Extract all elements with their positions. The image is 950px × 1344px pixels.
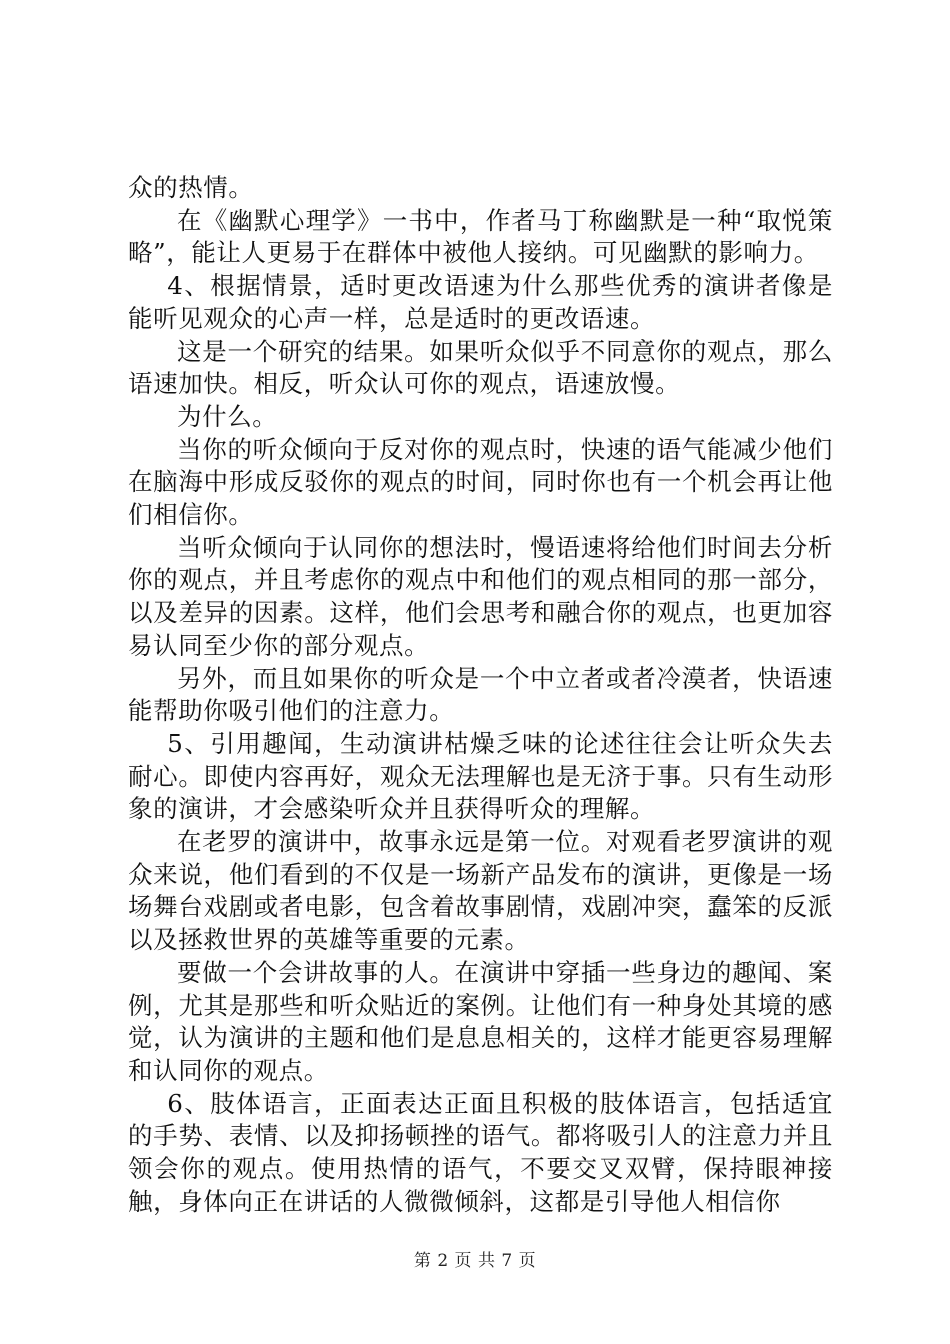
paragraph-research-result: 这是一个研究的结果。如果听众似乎不同意你的观点，那么语速加快。相反，听众认可你的观点，语速放慢。 bbox=[128, 336, 833, 399]
page-number-footer: 第 2 页 共 7 页 bbox=[413, 1251, 537, 1271]
paragraph-neutral-audience: 另外，而且如果你的听众是一个中立者或者冷漠者，快语速能帮助你吸引他们的注意力。 bbox=[128, 663, 833, 726]
paragraph-storyteller: 要做一个会讲故事的人。在演讲中穿插一些身边的趣闻、案例，尤其是那些和听众贴近的案例。让他们有一种身处其境的感觉，认为演讲的主题和他们是息息相关的，这样才能更容易理解和认同你的观点。 bbox=[128, 957, 833, 1085]
paragraph-continuation: 众的热情。 bbox=[128, 173, 254, 202]
paragraph-section-5-heading: 5、引用趣闻，生动演讲枯燥乏味的论述往往会让听众失去耐心。即使内容再好，观众无法理解也是无济于事。只有生动形象的演讲，才会感染听众并且获得听众的理解。 bbox=[128, 728, 833, 824]
document-body bbox=[128, 172, 833, 1219]
paragraph-luo-story: 在老罗的演讲中，故事永远是第一位。对观看老罗演讲的观众来说，他们看到的不仅是一场新产品发布的演讲，更像是一场场舞台戏剧或者电影，包含着故事剧情，戏剧冲突，蠢笨的反派以及拯救世界的英雄等重要的元素。 bbox=[128, 827, 833, 955]
paragraph-section-4-heading: 4、根据情景，适时更改语速为什么那些优秀的演讲者像是能听见观众的心声一样，总是适时的更改语速。 bbox=[128, 271, 833, 333]
paragraph-section-6-heading: 6、肢体语言，正面表达正面且积极的肢体语言，包括适宜的手势、表情、以及抑扬顿挫的语气。都将吸引人的注意力并且领会你的观点。使用热情的语气，不要交叉双臂，保持眼神接触，身体向正在讲话的人微微倾斜，这都是引导他人相信你 bbox=[128, 1088, 833, 1216]
paragraph-slow-speech: 当听众倾向于认同你的想法时，慢语速将给他们时间去分析你的观点，并且考虑你的观点中和他们的观点相同的那一部分，以及差异的因素。这样，他们会思考和融合你的观点，也更加容易认同至少你的部分观点。 bbox=[128, 532, 833, 660]
paragraph-humor-psychology: 在《幽默心理学》一书中，作者马丁称幽默是一种“取悦策略”，能让人更易于在群体中被他人接纳。可见幽默的影响力。 bbox=[128, 205, 833, 268]
paragraph-fast-speech: 当你的听众倾向于反对你的观点时，快速的语气能减少他们在脑海中形成反驳你的观点的时间，同时你也有一个机会再让他们相信你。 bbox=[128, 434, 833, 530]
paragraph-why: 为什么。 bbox=[177, 401, 278, 431]
